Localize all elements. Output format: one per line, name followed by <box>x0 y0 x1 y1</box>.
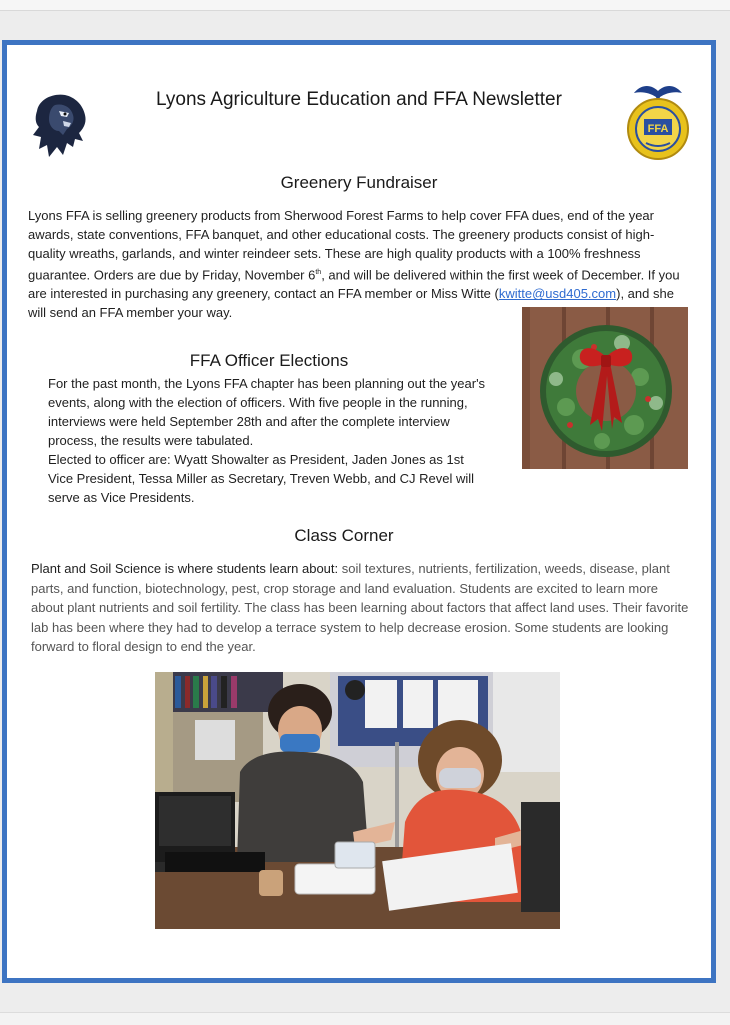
class-corner-paragraph <box>31 559 691 657</box>
officers-text <box>48 374 488 507</box>
greenery-heading: Greenery Fundraiser <box>280 173 438 192</box>
greenery-sup: th <box>315 269 322 276</box>
email-link[interactable]: kwitte@usd405.com <box>498 286 617 302</box>
greenery-text-3: ), and she will send an FFA member your way. <box>28 286 674 321</box>
newsletter-page <box>2 40 716 983</box>
bottom-chrome-strip <box>0 1012 730 1025</box>
officers-paragraph-2: Elected to officer are: Wyatt Showalter as President, Jaden Jones as 1st Vice President, Tessa Miller as Secretary, Treven Webb, and CJ Revel will serve as Vice Presidents. <box>48 452 475 505</box>
ffa-emblem-icon <box>624 79 692 163</box>
wreath-image <box>522 307 688 469</box>
newsletter-title: Lyons Agriculture Education and FFA Newsletter <box>156 89 562 110</box>
class-corner-heading: Class Corner <box>294 526 394 545</box>
greenery-text-2: , and will be delivered within the first week of December. If you are interested in purchasing any greenery, contact an FFA member or Miss Witte ( <box>28 267 680 302</box>
officers-paragraph-1: For the past month, the Lyons FFA chapter has been planning out the year's events, along with the election of officers. With five people in the running, interviews were held September 28th and after the complete interview process, the results were tabulated. <box>48 376 486 448</box>
officers-heading: FFA Officer Elections <box>189 351 349 370</box>
class-corner-text: soil textures, nutrients, fertilization, weeds, disease, plant parts, and function, biotechnology, pest, crop storage and land evaluation. Students are excited to learn more about plant nutrients and soil fertility. The class has been learning about factors that affect land uses. Their favorite lab has been where they had to develop a terrace system to help decrease erosion. Some students are looking forward to floral design to end the year. <box>31 561 689 655</box>
class-corner-lead: Plant and Soil Science is where students learn about: <box>31 561 342 576</box>
ffa-emblem-label: FFA <box>647 123 669 135</box>
greenery-paragraph <box>28 206 690 322</box>
classroom-photo <box>155 672 560 929</box>
top-chrome-strip <box>0 0 730 11</box>
greenery-text-1: Lyons FFA is selling greenery products from Sherwood Forest Farms to help cover FFA dues, end of the year awards, state conventions, FFA banquet, and other educational costs. The greenery products consist of high-quality wreaths, garlands, and winter reindeer sets. These are high quality products with a 100% freshness guarantee. Orders are due by Friday, November 6 <box>28 208 655 283</box>
